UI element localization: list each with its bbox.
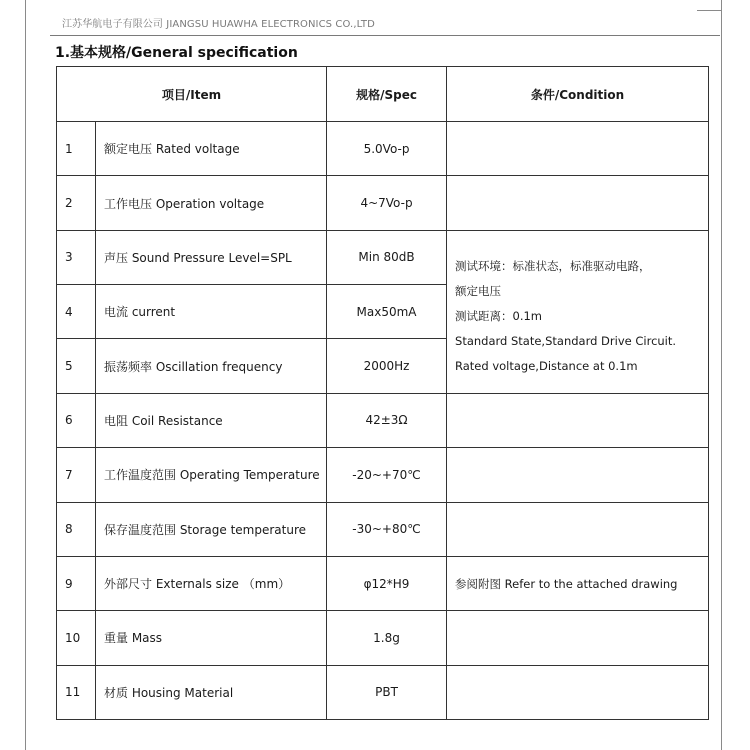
- row-condition: [447, 122, 709, 176]
- row-item: 工作温度范围 Operating Temperature: [96, 448, 327, 502]
- row-item: 额定电压 Rated voltage: [96, 122, 327, 176]
- row-spec: Min 80dB: [327, 230, 447, 284]
- row-number: 6: [57, 393, 96, 447]
- row-spec: 5.0Vo-p: [327, 122, 447, 176]
- row-spec: -20~+70℃: [327, 448, 447, 502]
- size-condition-cell: 参阅附图 Refer to the attached drawing: [447, 556, 709, 610]
- row-number: 8: [57, 502, 96, 556]
- row-spec: -30~+80℃: [327, 502, 447, 556]
- test-condition-line: Rated voltage,Distance at 0.1m: [455, 359, 638, 374]
- header-spec: 规格/Spec: [327, 67, 447, 122]
- company-header: 江苏华航电子有限公司 JIANGSU HUAWHA ELECTRONICS CO.,LTD: [62, 19, 375, 30]
- row-condition: [447, 665, 709, 719]
- table-row: [57, 393, 709, 447]
- table-row: [57, 556, 709, 610]
- row-number: 2: [57, 176, 96, 230]
- row-item: 电流 current: [96, 285, 327, 339]
- test-condition-cell: [447, 230, 709, 393]
- test-condition-line: Standard State,Standard Drive Circuit.: [455, 334, 677, 349]
- row-spec: 1.8g: [327, 611, 447, 665]
- row-number: 4: [57, 285, 96, 339]
- row-item: 外部尺寸 Externals size （mm）: [96, 556, 327, 610]
- page-border-left: [25, 0, 26, 750]
- row-number: 11: [57, 665, 96, 719]
- row-spec: PBT: [327, 665, 447, 719]
- test-condition-line: 额定电压: [455, 284, 502, 299]
- row-item: 工作电压 Operation voltage: [96, 176, 327, 230]
- row-spec: 2000Hz: [327, 339, 447, 393]
- row-spec: φ12*H9: [327, 556, 447, 610]
- row-number: 3: [57, 230, 96, 284]
- page-corner-mark: [697, 10, 721, 11]
- header-condition: 条件/Condition: [447, 67, 709, 122]
- page-border-right: [721, 0, 722, 750]
- row-number: 5: [57, 339, 96, 393]
- row-number: 9: [57, 556, 96, 610]
- table-row: [57, 176, 709, 230]
- row-item: 材质 Housing Material: [96, 665, 327, 719]
- row-spec: 4~7Vo-p: [327, 176, 447, 230]
- spec-table: [56, 66, 709, 720]
- row-number: 10: [57, 611, 96, 665]
- section-title: 1.基本规格/General specification: [55, 45, 298, 61]
- row-condition: [447, 176, 709, 230]
- row-item: 声压 Sound Pressure Level=SPL: [96, 230, 327, 284]
- table-row: [57, 502, 709, 556]
- row-condition: [447, 393, 709, 447]
- table-row: [57, 230, 709, 284]
- table-row: [57, 448, 709, 502]
- row-condition: [447, 448, 709, 502]
- table-row: [57, 611, 709, 665]
- test-condition-line: 测试环境：标准状态，标准驱动电路，: [455, 259, 651, 274]
- row-item: 保存温度范围 Storage temperature: [96, 502, 327, 556]
- table-row: [57, 665, 709, 719]
- header-item: 项目/Item: [57, 67, 327, 122]
- row-item: 电阻 Coil Resistance: [96, 393, 327, 447]
- row-condition: [447, 502, 709, 556]
- test-condition-line: 测试距离：0.1m: [455, 309, 543, 324]
- row-spec: Max50mA: [327, 285, 447, 339]
- table-header-row: [57, 67, 709, 122]
- table-row: [57, 122, 709, 176]
- row-spec: 42±3Ω: [327, 393, 447, 447]
- row-item: 重量 Mass: [96, 611, 327, 665]
- row-number: 1: [57, 122, 96, 176]
- header-divider: [50, 35, 720, 36]
- row-condition: [447, 611, 709, 665]
- row-item: 振荡频率 Oscillation frequency: [96, 339, 327, 393]
- row-number: 7: [57, 448, 96, 502]
